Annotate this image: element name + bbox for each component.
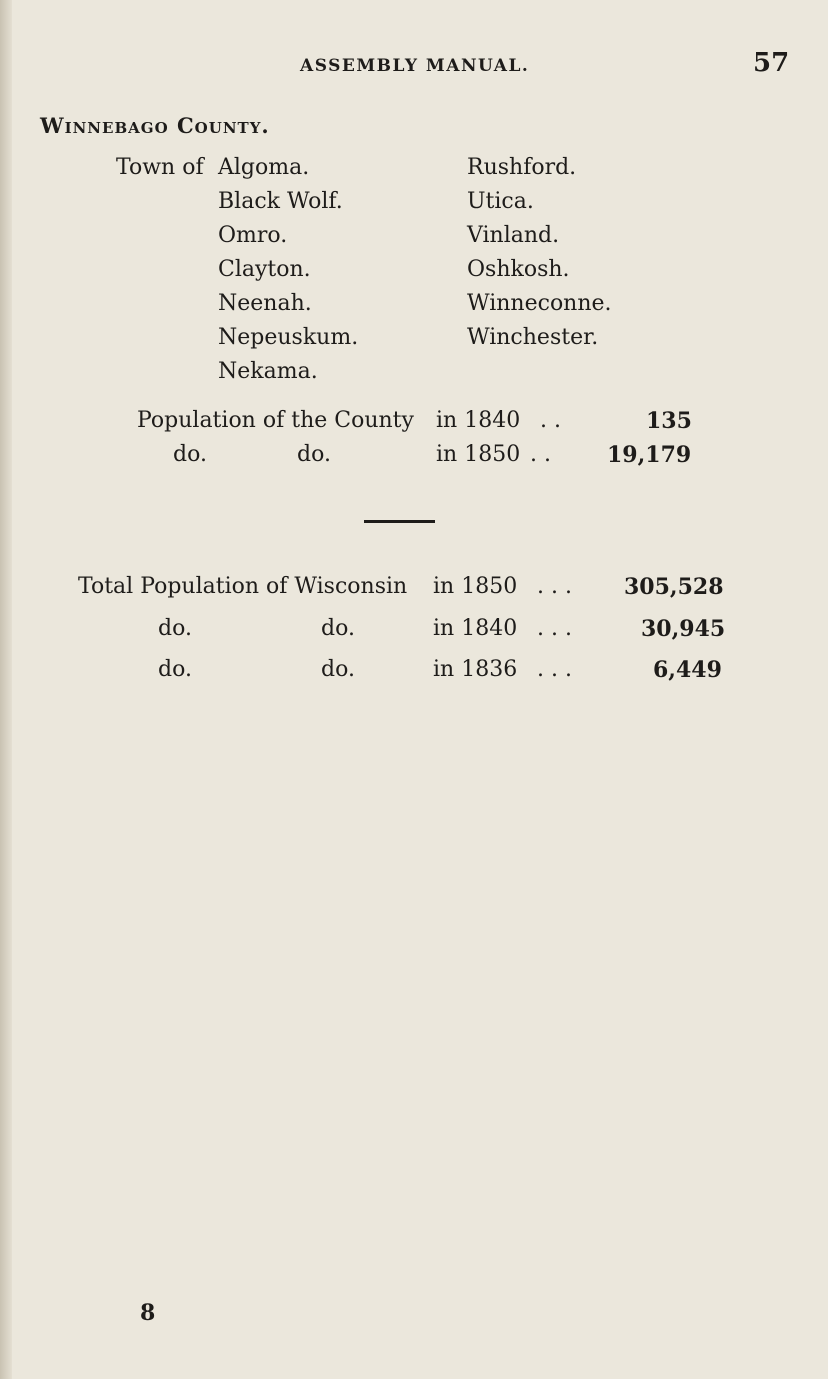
leader-dots: . . . xyxy=(537,657,572,682)
town-name: Winneconne. xyxy=(467,291,612,316)
signature-mark: 8 xyxy=(140,1300,156,1326)
population-year: in 1840 xyxy=(433,616,518,641)
towns-prefix: Town of xyxy=(116,155,204,180)
population-value: 305,528 xyxy=(624,574,724,600)
town-name: Black Wolf. xyxy=(218,189,343,214)
town-name: Rushford. xyxy=(467,155,577,180)
town-name: Omro. xyxy=(218,223,288,248)
town-name: Winchester. xyxy=(467,325,599,350)
population-value: 19,179 xyxy=(607,442,692,468)
town-name: Vinland. xyxy=(467,223,560,248)
running-title: ASSEMBLY MANUAL. xyxy=(300,56,530,76)
population-year: in 1850 xyxy=(433,574,518,599)
town-name: Neenah. xyxy=(218,291,312,316)
population-value: 135 xyxy=(646,408,692,434)
leader-dots: . . xyxy=(530,442,551,467)
ditto-label: do. xyxy=(158,616,192,641)
section-divider xyxy=(364,520,435,523)
population-value: 30,945 xyxy=(641,616,726,642)
page-number: 57 xyxy=(753,48,790,78)
leader-dots: . . . xyxy=(537,616,572,641)
population-label: Total Population of Wisconsin xyxy=(78,574,408,599)
town-name: Nepeuskum. xyxy=(218,325,359,350)
town-name: Utica. xyxy=(467,189,534,214)
ditto-label: do. xyxy=(321,657,355,682)
population-value: 6,449 xyxy=(653,657,722,683)
county-heading: Winnebago County. xyxy=(40,113,270,138)
population-year: in 1850 xyxy=(436,442,521,467)
town-name: Clayton. xyxy=(218,257,311,282)
ditto-label: do. xyxy=(173,442,207,467)
ditto-label: do. xyxy=(158,657,192,682)
ditto-label: do. xyxy=(297,442,331,467)
leader-dots: . . xyxy=(540,408,561,433)
leader-dots: . . . xyxy=(537,574,572,599)
town-name: Algoma. xyxy=(218,155,310,180)
ditto-label: do. xyxy=(321,616,355,641)
population-label: Population of the County xyxy=(137,408,414,433)
town-name: Oshkosh. xyxy=(467,257,570,282)
town-name: Nekama. xyxy=(218,359,318,384)
population-year: in 1840 xyxy=(436,408,521,433)
population-year: in 1836 xyxy=(433,657,518,682)
